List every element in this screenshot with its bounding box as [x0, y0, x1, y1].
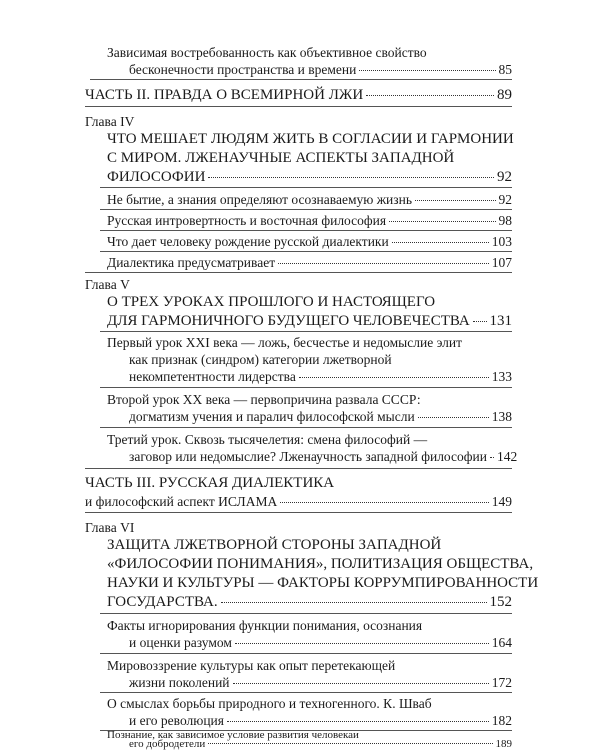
toc-item-line: Мировоззрение культуры как опыт перетекающей	[107, 658, 396, 673]
part3-title-line2: и философский аспект ИСЛАМА	[85, 494, 278, 509]
toc-item-label: Диалектика предусматривает	[107, 255, 276, 270]
divider	[100, 387, 512, 388]
page-number: 133	[491, 369, 512, 384]
toc-item[interactable]	[129, 740, 512, 749]
page-number: 89	[497, 87, 512, 103]
toc-item-label: заговор или недомыслие? Лженаучность западной философии	[129, 449, 487, 464]
dot-leader	[278, 263, 489, 264]
toc-item-line: Второй урок XX века — первопричина развала СССР:	[107, 392, 421, 407]
toc-item-line: как признак (синдром) категории лжетворной	[129, 352, 392, 367]
toc-item-label: догматизм учения и паралич философской мысли	[129, 409, 415, 424]
divider	[100, 692, 512, 693]
dot-leader	[415, 200, 496, 201]
toc-intro-entry[interactable]	[129, 61, 512, 78]
page-number: 98	[498, 213, 512, 228]
divider	[100, 427, 512, 428]
toc-item[interactable]	[129, 674, 512, 691]
page-number: 138	[491, 409, 512, 424]
toc-item[interactable]	[107, 212, 512, 229]
toc-item-label: и его революция	[129, 713, 224, 728]
toc-item[interactable]	[129, 408, 512, 425]
part3-title-line1: ЧАСТЬ III. РУССКАЯ ДИАЛЕКТИКА	[85, 475, 335, 491]
chapter5-label: Глава V	[85, 277, 130, 292]
dot-leader	[359, 70, 495, 71]
dot-leader	[227, 721, 489, 722]
toc-chapter6-entry[interactable]	[107, 593, 512, 612]
dot-leader	[490, 457, 494, 458]
toc-chapter5-entry[interactable]	[107, 312, 512, 331]
dot-leader	[221, 602, 487, 603]
chapter6-title-line4: ГОСУДАРСТВА.	[107, 594, 218, 610]
divider	[100, 187, 512, 188]
divider	[85, 512, 512, 513]
divider	[85, 106, 512, 107]
dot-leader	[389, 221, 495, 222]
part2-title: ЧАСТЬ II. ПРАВДА О ВСЕМИРНОЙ ЛЖИ	[85, 87, 364, 103]
page-number: 92	[498, 192, 512, 207]
toc-item[interactable]	[129, 448, 518, 465]
page-number: 152	[489, 594, 512, 610]
toc-item[interactable]	[129, 634, 512, 651]
chapter5-title-line1: О ТРЕХ УРОКАХ ПРОШЛОГО И НАСТОЯЩЕГО	[107, 294, 436, 310]
page-number: 103	[491, 234, 512, 249]
toc-item-label: его добродетели	[129, 738, 206, 750]
divider	[100, 251, 512, 252]
divider	[100, 230, 512, 231]
divider	[85, 272, 512, 273]
toc-part2-entry[interactable]	[85, 86, 512, 105]
toc-item-line: Третий урок. Сквозь тысячелетия: смена философий —	[107, 432, 428, 447]
chapter4-label: Глава IV	[85, 114, 135, 129]
toc-item[interactable]	[107, 254, 512, 271]
chapter5-title-line2: ДЛЯ ГАРМОНИЧНОГО БУДУЩЕГО ЧЕЛОВЕЧЕСТВА	[107, 313, 470, 329]
dot-leader	[299, 377, 489, 378]
toc-item-label: Не бытие, а знания определяют осознаваемую жизнь	[107, 192, 412, 207]
divider	[100, 653, 512, 654]
dot-leader	[392, 242, 489, 243]
page-number: 131	[489, 313, 512, 329]
toc-item-label: жизни поколений	[129, 675, 230, 690]
divider	[90, 79, 512, 80]
page-number: 189	[495, 738, 512, 750]
dot-leader	[208, 743, 492, 744]
toc-item[interactable]	[107, 191, 512, 208]
toc-item-line: О смыслах борьбы природного и техногенного. К. Шваб	[107, 696, 432, 711]
dot-leader	[418, 417, 489, 418]
toc-chapter4-entry[interactable]	[107, 168, 512, 187]
chapter6-title-line2: «ФИЛОСОФИИ ПОНИМАНИЯ», ПОЛИТИЗАЦИЯ ОБЩЕСТВА,	[107, 556, 534, 572]
toc-item-line: Первый урок XXI века — ложь, бесчестье и недомыслие элит	[107, 335, 462, 350]
toc-item-label: и оценки разумом	[129, 635, 232, 650]
divider	[100, 209, 512, 210]
toc-item-line: Факты игнорирования функции понимания, осознания	[107, 618, 423, 633]
page-number: 142	[496, 449, 518, 464]
toc-intro-line1: Зависимая востребованность как объективное свойство	[107, 45, 427, 60]
chapter6-label: Глава VI	[85, 520, 135, 535]
toc-item-line: Познание, как зависимое условие развития человекаи	[107, 729, 359, 741]
divider	[100, 331, 512, 332]
page-number: 92	[497, 169, 512, 185]
toc-part3-entry[interactable]	[85, 493, 512, 510]
toc-item[interactable]	[129, 368, 512, 385]
divider	[85, 468, 512, 469]
toc-item[interactable]	[129, 712, 512, 729]
toc-item-label: Русская интровертность и восточная философия	[107, 213, 387, 228]
page-number: 85	[498, 62, 512, 77]
dot-leader	[280, 502, 489, 503]
toc-intro-line2: бесконечности пространства и времени	[129, 62, 357, 77]
dot-leader	[208, 177, 494, 178]
chapter4-title-line2: С МИРОМ. ЛЖЕНАУЧНЫЕ АСПЕКТЫ ЗАПАДНОЙ	[107, 150, 455, 166]
page-number: 182	[491, 713, 512, 728]
toc-item-label: некомпетентности лидерства	[129, 369, 296, 384]
page-number: 164	[491, 635, 512, 650]
dot-leader	[233, 683, 489, 684]
chapter6-title-line1: ЗАЩИТА ЛЖЕТВОРНОЙ СТОРОНЫ ЗАПАДНОЙ	[107, 537, 442, 553]
divider	[100, 613, 512, 614]
toc-item[interactable]	[107, 233, 512, 250]
chapter4-title-line1: ЧТО МЕШАЕТ ЛЮДЯМ ЖИТЬ В СОГЛАСИИ И ГАРМОНИИ	[107, 131, 514, 147]
dot-leader	[366, 95, 494, 96]
toc-item-label: Что дает человеку рождение русской диалектики	[107, 234, 389, 249]
page-number: 172	[491, 675, 512, 690]
dot-leader	[473, 321, 487, 322]
chapter4-title-line3: ФИЛОСОФИИ	[107, 169, 206, 185]
page-number: 149	[491, 494, 512, 509]
dot-leader	[235, 643, 489, 644]
page-number: 107	[491, 255, 512, 270]
chapter6-title-line3: НАУКИ И КУЛЬТУРЫ — ФАКТОРЫ КОРРУМПИРОВАННОСТИ	[107, 575, 539, 591]
